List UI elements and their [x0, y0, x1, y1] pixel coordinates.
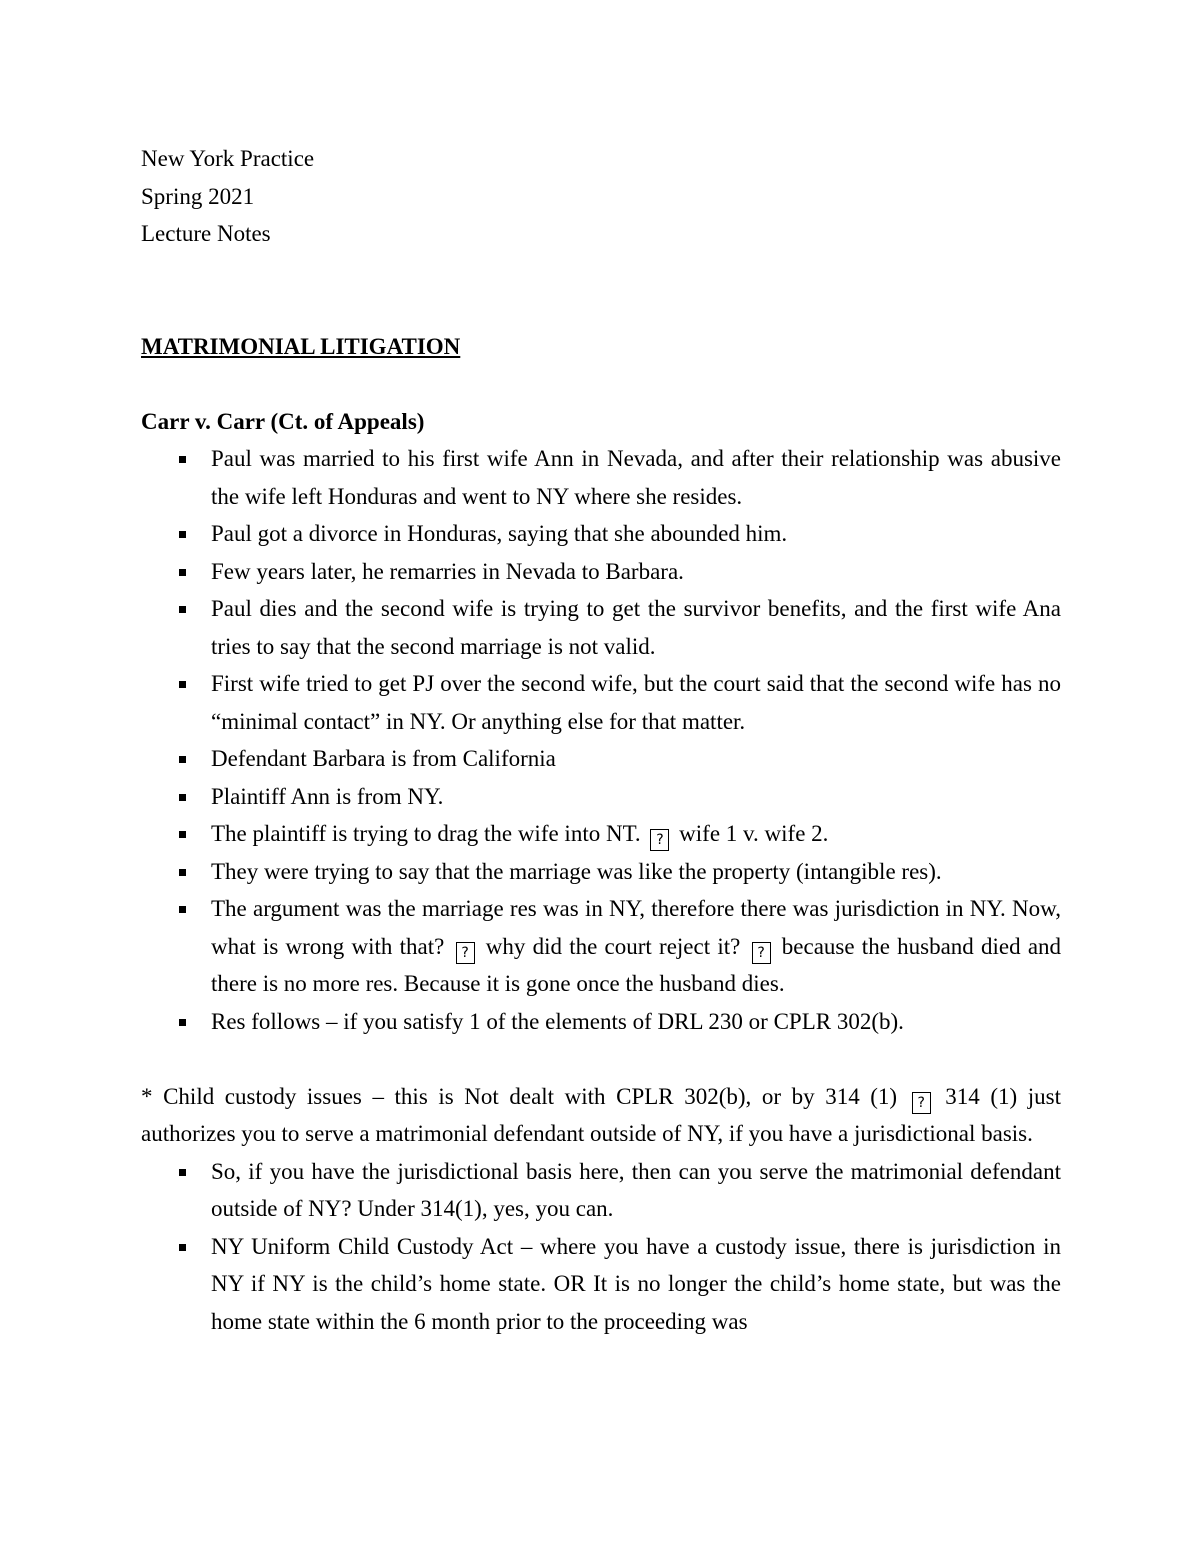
child-custody-paragraph: * Child custody issues – this is Not dealt with CPLR 302(b), or by 314 (1) ? 314 (1) just authorizes you to serve a matrimonial defendant outside of NY, if you have a jurisdictional basis. — [141, 1083, 1062, 1146]
case-title: Carr v. Carr (Ct. of Appeals) — [141, 408, 425, 434]
bullet-icon — [179, 606, 186, 613]
bullet-icon — [179, 794, 186, 801]
list-item: Few years later, he remarries in Nevada to Barbara. — [211, 553, 1061, 591]
list-item: So, if you have the jurisdictional basis here, then can you serve the matrimonial defendant outside of NY? Under 314(1), yes, you can. — [211, 1153, 1061, 1228]
list-item: Defendant Barbara is from California — [211, 740, 1061, 778]
placeholder-box-icon: ? — [456, 942, 475, 964]
list-item: Paul got a divorce in Honduras, saying that she abounded him. — [211, 515, 1061, 553]
document-page — [141, 140, 1061, 1340]
custody-bullet-list — [141, 1153, 1061, 1341]
course-name: New York Practice — [141, 146, 315, 171]
list-item: Paul dies and the second wife is trying to get the survivor benefits, and the first wife Ana tries to say that the second marriage is not valid. — [211, 590, 1061, 665]
placeholder-box-icon: ? — [912, 1092, 931, 1114]
placeholder-box-icon: ? — [752, 942, 771, 964]
document-type: Lecture Notes — [141, 221, 271, 246]
case-bullet-list — [141, 440, 1061, 1040]
bullet-icon — [179, 1169, 186, 1176]
bullet-icon — [179, 681, 186, 688]
bullet-icon — [179, 1244, 186, 1251]
section-title: MATRIMONIAL LITIGATION — [141, 333, 461, 359]
term: Spring 2021 — [141, 183, 255, 209]
bullet-icon — [179, 906, 186, 913]
bullet-icon — [179, 869, 186, 876]
bullet-icon — [179, 831, 186, 838]
list-item: Plaintiff Ann is from NY. — [211, 778, 1061, 816]
list-item: First wife tried to get PJ over the second wife, but the court said that the second wife has no “minimal contact” in NY. Or anything else for that matter. — [211, 665, 1061, 740]
bullet-icon — [179, 531, 186, 538]
bullet-icon — [179, 456, 186, 463]
list-item: They were trying to say that the marriage was like the property (intangible res). — [211, 853, 1061, 891]
list-item: The plaintiff is trying to drag the wife into NT. ? wife 1 v. wife 2. — [211, 815, 1061, 853]
bullet-icon — [179, 756, 186, 763]
bullet-icon — [179, 569, 186, 576]
list-item: NY Uniform Child Custody Act – where you have a custody issue, there is jurisdiction in NY if NY is the child’s home state. OR It is no longer the child’s home state, but was the home state within the 6 month prior to the proceeding was — [211, 1228, 1061, 1341]
list-item: The argument was the marriage res was in NY, therefore there was jurisdiction in NY. Now, what is wrong with that? ? why did the court reject it? ? because the husband died and there is no more res. Because it is gone once the husband dies. — [211, 890, 1061, 1003]
placeholder-box-icon: ? — [650, 829, 669, 851]
bullet-icon — [179, 1019, 186, 1026]
list-item: Res follows – if you satisfy 1 of the elements of DRL 230 or CPLR 302(b). — [211, 1003, 1061, 1041]
list-item: Paul was married to his first wife Ann in Nevada, and after their relationship was abusive the wife left Honduras and went to NY where she resides. — [211, 440, 1061, 515]
